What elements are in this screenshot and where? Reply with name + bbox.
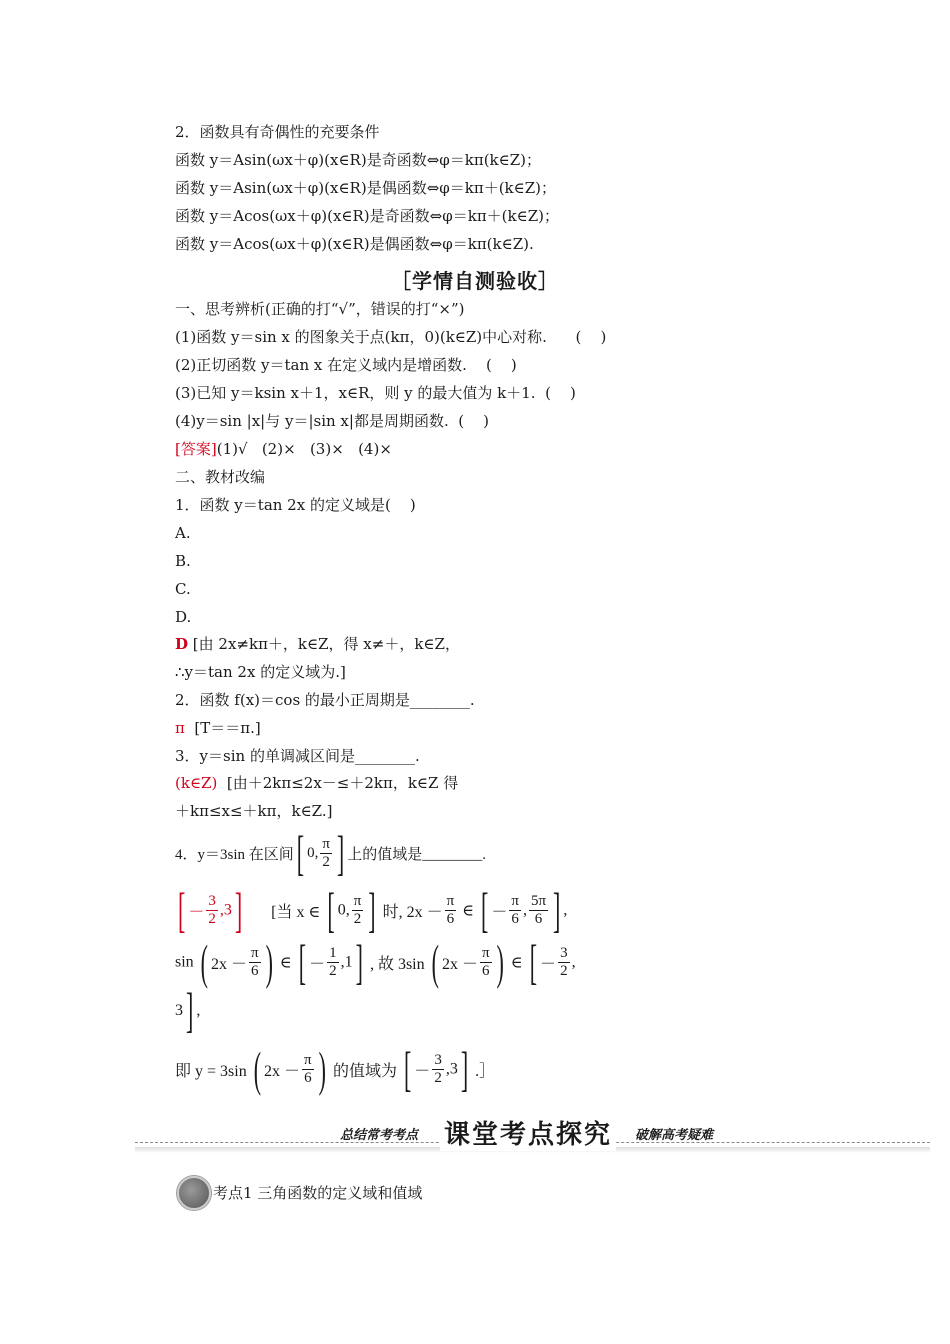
q3-explanation-1 xyxy=(175,772,458,794)
q4-suffix: 上的值域是________. xyxy=(347,847,487,863)
q2-text: 2．函数 f(x)＝cos 的最小正周期是________. xyxy=(175,691,475,709)
q4-exp-then: 时, 2x － xyxy=(382,904,443,921)
q1-option-a: A. xyxy=(175,524,191,542)
part1-item-1: (1)函数 y＝sin x 的图象关于点(kπ，0)(k∈Z)中心对称. ( ) xyxy=(175,328,607,346)
banner-title: 课堂考点探究 xyxy=(440,1114,616,1151)
banner-right-text: 破解高考疑难 xyxy=(635,1128,714,1143)
q4-prefix: 4．y＝3sin 在区间 xyxy=(175,847,294,863)
q3-answer: (k∈Z) xyxy=(175,774,218,792)
section2-line-2: 函数 y＝Asin(ωx＋φ)(x∈R)是偶函数⇔φ＝kπ＋(k∈Z)； xyxy=(175,179,557,197)
answer-tag: [答案] xyxy=(175,440,217,458)
q4-exp-ie: 即 y = 3sin xyxy=(175,1063,247,1080)
q4-text: 4．y＝3sin 在区间 [ 0, $\frac{\pi}{2}$ ] 上的值域是________. xyxy=(175,824,487,880)
section2-line-4: 函数 y＝Acos(ωx＋φ)(x∈R)是偶函数⇔φ＝kπ(k∈Z). xyxy=(175,235,534,253)
q4-exp-range: 的值域为 xyxy=(332,1063,397,1080)
q4-interval-frac: $\frac{\pi}{2}$ xyxy=(322,836,330,870)
part1-answer xyxy=(175,438,392,460)
section2-line-3: 函数 y＝Acos(ωx＋φ)(x∈R)是奇函数⇔φ＝kπ＋(k∈Z)； xyxy=(175,207,560,225)
part1-item-3: (3)已知 y＝ksin x＋1，x∈R，则 y 的最大值为 k＋1. ( ) xyxy=(175,384,576,402)
q4-answer: [ － $\frac{3}{2}$ ,3 ] xyxy=(178,881,243,937)
bracket-open: [ xyxy=(296,824,305,880)
q3-exp-text: [由＋2kπ≤2x－≤＋2kπ，k∈Z 得 xyxy=(217,774,459,792)
section-banner xyxy=(135,1118,930,1154)
q4-explanation-1: [ － $\frac{3}{2}$ ,3 ] [当 x ∈ [ 0, $\frac{\pi}{2}$ ] 时, 2x － $\frac{\pi}{6}$ ∈ [ － $\frac{\pi}{6}$ , $\frac{5\pi}{6}$ ] , xyxy=(175,893,567,928)
q4-exp-so: , 故 3sin xyxy=(369,956,425,973)
q1-option-d: D. xyxy=(175,608,192,626)
q4-explanation-2: sin ( 2x － $\frac{\pi}{6}$ ) ∈ [ － $\frac{1}{2}$ ,1 ] , 故 3sin ( 2x － $\frac{\pi}{6}$ ) ∈ [ － $\frac{3}{2}$ , xyxy=(175,933,576,989)
q4-exp-in: ∈ xyxy=(462,902,475,920)
q2-answer: π xyxy=(175,719,185,737)
q1-answer: D xyxy=(175,635,189,653)
section2-title: 2．函数具有奇偶性的充要条件 xyxy=(175,123,380,141)
section2-line-1: 函数 y＝Asin(ωx＋φ)(x∈R)是奇函数⇔φ＝kπ(k∈Z)； xyxy=(175,151,542,169)
q1-option-b: B. xyxy=(175,552,191,570)
part1-title: 一、思考辨析(正确的打“√”，错误的打“×”) xyxy=(175,300,465,318)
q3-text: 3．y＝sin 的单调减区间是________. xyxy=(175,747,420,765)
q1-explanation-2: ∴y＝tan 2x 的定义域为.] xyxy=(175,663,346,681)
q1-option-c: C. xyxy=(175,580,191,598)
part1-item-4: (4)y＝sin |x|与 y＝|sin x|都是周期函数. ( ) xyxy=(175,412,490,430)
bracket-close: ] xyxy=(336,824,345,880)
q4-exp-sin: sin xyxy=(175,953,194,971)
q1-explanation-1 xyxy=(175,633,460,655)
banner-left-text: 总结常考考点 xyxy=(340,1128,419,1143)
q1-exp-text: [由 2x≠kπ＋，k∈Z，得 x≠＋，k∈Z， xyxy=(188,635,460,653)
kaodian-title: 考点1 三角函数的定义域和值域 xyxy=(213,1184,423,1202)
q4-exp-three: 3 xyxy=(175,1002,183,1019)
q4-exp-end: .］ xyxy=(475,1063,496,1080)
part2-title: 二、教材改编 xyxy=(175,468,266,486)
self-test-header: ［学情自测验收］ xyxy=(391,269,559,293)
q2-explanation xyxy=(175,717,261,739)
q2-exp-text: [T＝＝π.] xyxy=(184,719,261,737)
q4-interval-start: 0 xyxy=(307,845,315,861)
part1-item-2: (2)正切函数 y＝tan x 在定义域内是增函数. ( ) xyxy=(175,356,517,374)
q4-explanation-4: 即 y = 3sin ( 2x － $\frac{\pi}{6}$ ) 的值域为 [ － $\frac{3}{2}$ ,3 ] .］ xyxy=(175,1040,496,1096)
q4-exp-when: [当 x ∈ xyxy=(271,904,321,921)
q3-explanation-2: ＋kπ≤x≤＋kπ，k∈Z.] xyxy=(175,802,333,820)
q1-text: 1．函数 y＝tan 2x 的定义域是( ) xyxy=(175,496,416,514)
answer-text: (1)√ (2)× (3)× (4)× xyxy=(216,440,392,458)
kaodian-circle-icon xyxy=(177,1176,211,1210)
q4-explanation-3: 3 ] , xyxy=(175,982,201,1038)
